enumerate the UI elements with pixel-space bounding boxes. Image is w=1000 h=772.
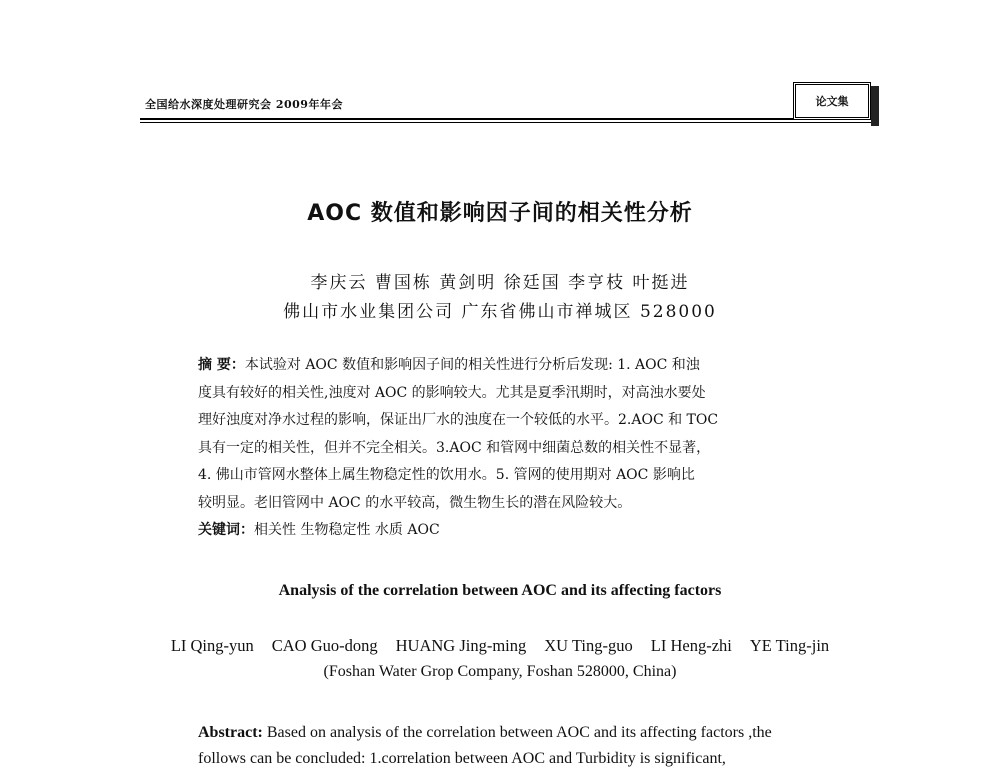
authors-en [0, 636, 1000, 656]
author-en: LI Qing-yun [170, 636, 254, 655]
abstract-cn-line-2: 度具有较好的相关性,浊度对 AOC 的影响较大。尤其是夏季汛期时，对高浊水要处 [198, 384, 706, 401]
abstract-en-line-2: follows can be concluded: 1.correlation between AOC and Turbidity is significant, [198, 750, 726, 767]
keywords-label-cn: 关键词： [198, 522, 254, 538]
author-en: CAO Guo-dong [271, 636, 378, 655]
affiliation-cn: 佛山市水业集团公司 广东省佛山市禅城区 528000 [283, 302, 717, 322]
abstract-label-en: Abstract: [198, 724, 263, 741]
header-rule [140, 118, 878, 120]
title-en: Analysis of the correlation between AOC and its affecting factors [278, 582, 722, 599]
authors-cn: 李庆云 曹国栋 黄剑明 徐廷国 李亨枝 叶挺进 [310, 273, 690, 293]
abstract-cn-line-1: 摘 要：本试验对 AOC 数值和影响因子间的相关性进行分析后发现: 1. AOC 和浊 [198, 357, 700, 373]
author-en: YE Ting-jin [749, 636, 830, 655]
keywords-cn [198, 517, 826, 545]
author-en: XU Ting-guo [544, 636, 633, 655]
affiliation-en: (Foshan Water Grop Company, Foshan 528000, China) [323, 663, 677, 680]
abstract-label-cn: 摘 要： [198, 357, 245, 373]
abstract-cn [198, 352, 826, 545]
abstract-cn-line-6: 较明显。老旧管网中 AOC 的水平较高，微生物生长的潜在风险较大。 [198, 494, 632, 511]
header-conference: 全国给水深度处理研究会 2009年年会 [145, 98, 343, 111]
abstract-cn-line-5: 4. 佛山市管网水整体上属生物稳定性的饮用水。5. 管网的使用期对 AOC 影响比 [198, 467, 695, 483]
abstract-cn-line-4: 具有一定的相关性，但并不完全相关。3.AOC 和管网中细菌总数的相关性不显著， [198, 439, 711, 456]
abstract-en-line-1: Abstract: Based on analysis of the correlation between AOC and its affecting factors ,the [198, 724, 772, 741]
header-rule-thin [140, 122, 878, 123]
section-box-shadow [871, 86, 879, 126]
author-en: HUANG Jing-ming [395, 636, 527, 655]
abstract-cn-line-3: 理好浊度对净水过程的影响，保证出厂水的浊度在一个较低的水平。2.AOC 和 TOC [198, 412, 719, 428]
paper-title: AOC 数值和影响因子间的相关性分析 [307, 201, 693, 226]
abstract-en [198, 720, 828, 772]
section-label: 论文集 [793, 82, 871, 120]
keywords-value-cn: 相关性 生物稳定性 水质 AOC [254, 522, 440, 538]
author-en: LI Heng-zhi [650, 636, 732, 655]
